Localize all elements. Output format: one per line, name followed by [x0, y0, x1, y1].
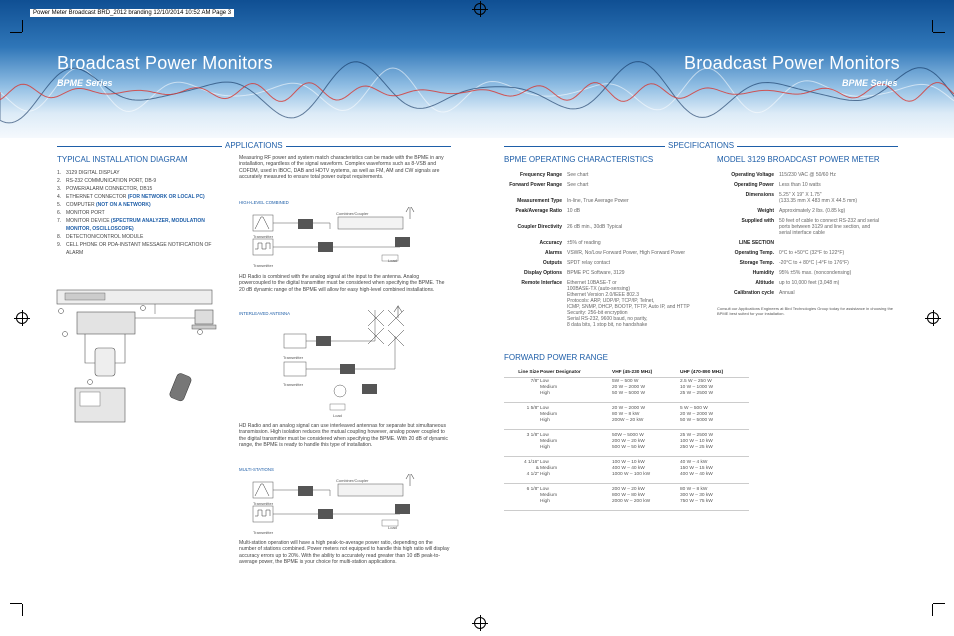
list-item-number: 6.: [57, 210, 62, 216]
crop-mark: [22, 604, 23, 616]
list-item-label: MONITOR PORT: [66, 210, 105, 216]
spec-label: Supplied with: [741, 218, 774, 224]
table-cell: Low: [540, 487, 549, 492]
spec-label: Display Options: [523, 270, 562, 276]
table-cell: Low: [540, 460, 549, 465]
list-item-text: [66, 209, 105, 217]
multi-stations-caption: MULTI-STATIONS: [239, 467, 274, 472]
table-cell: 100 W – 10 kW: [612, 460, 645, 465]
table-cell: 300 W – 30 kW: [680, 493, 713, 498]
transmitter-label-4: Transmitter: [283, 382, 304, 387]
table-cell: 50 W – 5000 W: [680, 418, 714, 423]
applications-heading: APPLICATIONS: [222, 141, 286, 150]
line-size-cell: 3 1/8": [526, 433, 539, 438]
table-cell: 50W – 5000 W: [612, 433, 644, 438]
spec-label: Altitude: [755, 280, 774, 286]
spec-row: [717, 182, 821, 188]
spec-label: Operating Temp.: [734, 250, 774, 256]
table-rule: [504, 510, 749, 511]
crop-mark: [22, 20, 23, 32]
column-header: Line Size: [518, 370, 539, 375]
spec-value: 5.25" X 19" X 1.75" (133.35 mm X 483 mm X 44.5 mm): [779, 192, 858, 204]
table-cell: High: [540, 391, 550, 396]
table-cell: 1000 W – 100 kW: [612, 472, 651, 477]
list-item-label: ETHERNET CONNECTOR: [66, 194, 128, 200]
spec-row: [717, 172, 836, 178]
spec-row: [717, 270, 851, 276]
right-subtitle: BPME Series: [842, 78, 898, 88]
forward-power-heading: FORWARD POWER RANGE: [504, 353, 609, 362]
combiner-label-1: Combiner/Coupler: [336, 211, 369, 216]
list-item-number: 5.: [57, 202, 62, 208]
table-cell: Medium: [540, 385, 558, 390]
list-item-label: RS-232 COMMUNICATION PORT, DB-9: [66, 178, 157, 184]
list-item-number: 8.: [57, 234, 62, 240]
table-cell: 25 W – 2500 W: [680, 391, 714, 396]
table-cell: 200W – 20 kW: [612, 418, 644, 423]
table-cell: Medium: [540, 439, 558, 444]
list-item-text: [66, 177, 156, 185]
spec-value: BPME PC Software, 3129: [567, 270, 625, 276]
spec-value: [774, 240, 779, 246]
spec-label: Forward Power Range: [509, 182, 562, 188]
interleaved-antenna-diagram: [280, 296, 450, 418]
table-cell: 750 W – 75 kW: [680, 499, 713, 504]
table-cell: High: [540, 418, 550, 423]
table-cell: 10 W – 1000 W: [680, 385, 714, 390]
spec-row: [504, 270, 625, 276]
spec-row: [717, 208, 845, 214]
spec-label: Measurement Type: [517, 198, 562, 204]
table-cell: 25 W – 2500 W: [680, 433, 714, 438]
list-item-text: [66, 241, 222, 257]
spec-value: 50 feet of cable to connect RS-232 and serial ports between 3129 and line section, and serial interface cable: [779, 218, 880, 236]
list-item: [57, 241, 222, 257]
crop-mark: [932, 20, 933, 32]
list-item-text: [66, 193, 205, 201]
pdf-header-strip: Power Meter Broadcast BRD_2012 branding 12/10/2014 10:52 AM Page 3: [30, 9, 234, 17]
spec-row: [504, 172, 588, 178]
list-item-number: 7.: [57, 218, 62, 224]
crop-mark: [933, 32, 945, 33]
table-cell: Low: [540, 406, 549, 411]
spec-row: [717, 280, 839, 286]
spec-row: [717, 290, 795, 296]
spec-label: Frequency Range: [520, 172, 562, 178]
spec-value: Annual: [779, 290, 795, 296]
spec-row: [504, 182, 588, 188]
load-label-3: Load: [388, 525, 397, 530]
spec-row: [717, 192, 857, 204]
right-title: Broadcast Power Monitors: [684, 53, 900, 73]
high-level-combined-caption: HIGH-LEVEL COMBINED: [239, 200, 289, 205]
table-cell: 20 W – 2000 W: [680, 412, 714, 417]
spec-value: See chart: [567, 172, 589, 178]
interleaved-antenna-caption: INTERLEAVED ANTENNA: [239, 311, 291, 316]
transmitter-label-3: Transmitter: [283, 355, 304, 360]
spec-value: up to 10,000 feet (3,048 m): [779, 280, 840, 286]
left-title: Broadcast Power Monitors: [57, 53, 273, 73]
transmitter-label-2: Transmitter: [253, 263, 274, 268]
spec-value: 95% ±5% max. (noncondensing): [779, 270, 852, 276]
intro-paragraph: Measuring RF power and system match characteristics can be made with the BPME in any installation, regardless of the signal waveform. Complex waveforms such as 8-VSB and COFDM, used in IBOC, DAB and HDTV systems, as well as FM, AM and CW signals are accurately measured to ensure total power output requirements.: [239, 155, 444, 181]
interleaved-paragraph: HD Radio and an analog signal can use interleaved antennas for separate but simultaneous transmission. High isolation reduces the mutual coupling however, analog power coupled to the digital transmitter must be considered when specifying the BPME. With 20 dB of dynamic range, the BPME is ready to handle this type of installation.: [239, 423, 448, 449]
registration-mark-right: [927, 312, 939, 324]
spec-label: Weight: [757, 208, 774, 214]
model-3129-table: [717, 172, 902, 302]
spec-value: -20°C to + 80°C (-4°F to 176°F): [779, 260, 849, 266]
spec-label: Operating Voltage: [731, 172, 774, 178]
table-cell: 200 W – 20 kW: [612, 487, 645, 492]
spec-value: ±5% of reading: [567, 240, 601, 246]
table-rule: [504, 377, 749, 378]
spec-label: Storage Temp.: [739, 260, 774, 266]
line-size-cell: 6 1/8": [526, 487, 539, 492]
list-item-number: 9.: [57, 242, 62, 248]
table-cell: 100 W – 10 kW: [680, 439, 713, 444]
table-cell: 400 W – 40 kW: [612, 466, 645, 471]
list-item-text: [66, 169, 120, 177]
registration-mark-left: [16, 312, 28, 324]
spec-row: [717, 250, 844, 256]
spec-row: [504, 240, 601, 246]
spec-value: Less than 10 watts: [779, 182, 821, 188]
table-cell: 2000 W – 200 kW: [612, 499, 651, 504]
spec-label: Peak/Average Ratio: [515, 208, 562, 214]
load-label-1: Load: [388, 258, 397, 263]
column-header: VHF (45-230 MHz): [612, 370, 653, 375]
list-item: [57, 209, 222, 217]
table-rule: [504, 456, 749, 457]
table-cell: 150 W – 15 kW: [680, 466, 713, 471]
table-cell: 5W – 500 W: [612, 379, 639, 384]
table-cell: 500 W – 50 kW: [612, 445, 645, 450]
line-size-cell: 4 1/16" & 4 1/2": [523, 460, 539, 477]
table-cell: 20 W – 2000 W: [612, 406, 646, 411]
crop-mark: [10, 32, 22, 33]
table-rule: [504, 483, 749, 484]
spec-value: Approximately 2 lbs. (0.85 kg): [779, 208, 846, 214]
list-item-highlight: (SPECTRUM ANALYZER, MODULATION MONITOR, OSCILLOSCOPE): [66, 218, 205, 232]
spec-row: [504, 198, 629, 204]
operating-heading: BPME OPERATING CHARACTERISTICS: [504, 155, 654, 164]
list-item-highlight: (FOR NETWORK OR LOCAL PC): [127, 194, 205, 200]
spec-value: See chart: [567, 182, 589, 188]
list-item: [57, 177, 222, 185]
spec-value: In-line, True Average Power: [567, 198, 629, 204]
table-cell: 80 W – 8 kW: [680, 487, 708, 492]
spec-row: [504, 260, 610, 266]
list-item-label: COMPUTER: [66, 202, 96, 208]
consult-note: Consult our Applications Engineers at Bird Technologies Group today for assistance in choosing the BPME best suited for your installation.: [717, 306, 894, 316]
spec-value: 115/230 VAC @ 50/60 Hz: [779, 172, 836, 178]
spec-row: [717, 218, 879, 236]
table-cell: High: [540, 499, 550, 504]
list-item: [57, 169, 222, 177]
list-item-label: POWER/ALARM CONNECTOR, DB15: [66, 186, 153, 192]
crop-mark: [933, 603, 945, 604]
load-label-2: Load: [333, 413, 342, 418]
table-rule: [504, 402, 749, 403]
spec-value: 26 dB min., 30dB Typical: [567, 224, 623, 230]
line-size-cell: 1 5/8": [526, 406, 539, 411]
table-cell: Low: [540, 379, 549, 384]
table-cell: Low: [540, 433, 549, 438]
crop-mark: [932, 604, 933, 616]
spec-label: Operating Power: [733, 182, 774, 188]
spec-label: LINE SECTION: [738, 240, 774, 246]
spec-value: 10 dB: [567, 208, 581, 214]
spec-value: SPDT relay contact: [567, 260, 610, 266]
list-item-highlight: (NOT ON A NETWORK): [96, 202, 151, 208]
list-item-label: CELL PHONE OR PDA-INSTANT MESSAGE NOTIFICATION OF ALARM: [66, 242, 212, 256]
list-item: [57, 217, 222, 233]
hd-radio-paragraph: HD Radio is combined with the analog signal at the input to the antenna. Analog powercoupled to the digital transmitter must be considered when specifying the BPME. The 20 dB dynamic range of the BPME will allow for easy high-level combined installations.: [239, 274, 445, 293]
table-cell: 50 W – 5000 W: [612, 391, 646, 396]
list-item: [57, 201, 222, 209]
list-item: [57, 193, 222, 201]
spec-label: Calibration cycle: [733, 290, 774, 296]
list-item-text: [66, 217, 222, 233]
left-subtitle: BPME Series: [57, 78, 113, 88]
registration-mark-top: [474, 3, 486, 15]
spec-row: [717, 260, 849, 266]
spec-row: [504, 208, 580, 214]
list-item-label: MONITOR DEVICE: [66, 218, 111, 224]
combiner-label-2: Combiner/Coupler: [336, 478, 369, 483]
list-item-number: 3.: [57, 186, 62, 192]
table-cell: 800 W – 80 kW: [612, 493, 645, 498]
forward-power-table: [504, 370, 749, 515]
operating-characteristics-table: [504, 172, 714, 332]
list-item-text: [66, 201, 151, 209]
spec-row: [504, 250, 685, 256]
list-item-number: 1.: [57, 170, 62, 176]
list-item: [57, 185, 222, 193]
table-cell: High: [540, 472, 550, 477]
table-cell: 400 W – 40 kW: [680, 472, 713, 477]
high-level-combined-diagram: [250, 207, 450, 269]
table-cell: 40 W – 4 kW: [680, 460, 708, 465]
registration-mark-bottom: [474, 617, 486, 629]
spec-value: VSWR, No/Low Forward Power, High Forward Power: [567, 250, 686, 256]
spec-value: Ethernet 10BASE-T or 100BASE-TX (auto-sensing) Ethernet Version 2.0/IEEE 802.3 Protocols: ARP, UDP/IP, TCP/IP, Telnet, ICMP, SNMP, DHCP, BOOTP, TFTP, Auto IP, and HTTP Security: 256-bit encryption Serial RS-232, 9600 baud, no parity, 8 data bits, 1 stop bit, no handshake: [567, 280, 690, 328]
transmitter-label-1: Transmitter: [253, 234, 274, 239]
line-size-cell: 7/8": [530, 379, 539, 384]
list-item-text: [66, 233, 143, 241]
list-item-label: 3129 DIGITAL DISPLAY: [66, 170, 120, 176]
table-cell: Medium: [540, 493, 558, 498]
model-heading: MODEL 3129 BROADCAST POWER METER: [717, 155, 880, 164]
spec-label: Humidity: [752, 270, 774, 276]
spec-row: [717, 240, 779, 246]
table-cell: High: [540, 445, 550, 450]
list-item-number: 4.: [57, 194, 62, 200]
crop-mark: [10, 603, 22, 604]
list-item-label: DETECTION/CONTROL MODULE: [66, 234, 144, 240]
table-cell: 200 W – 20 kW: [612, 439, 645, 444]
spec-label: Outputs: [542, 260, 562, 266]
table-cell: 5 W – 500 W: [680, 406, 708, 411]
multi-station-paragraph: Multi-station operation will have a high peak-to-average power ratio, depending on the number of stations combined. Power meters not equipped to handle this high ratio will display accuracy errors up to 20%. With the ability to accurately read greater than 10 dB peak-to-average power, the BPME is your choice for multi-station applications.: [239, 540, 450, 566]
transmitter-label-5: Transmitter: [253, 501, 274, 506]
spec-value: 0°C to +50°C (32°F to 122°F): [779, 250, 845, 256]
spec-label: Alarms: [545, 250, 562, 256]
transmitter-label-6: Transmitter: [253, 530, 274, 535]
list-item-number: 2.: [57, 178, 62, 184]
spec-row: [504, 224, 622, 230]
installation-diagram: [55, 288, 230, 430]
table-cell: 20 W – 2000 W: [612, 385, 646, 390]
spec-label: Accuracy: [539, 240, 562, 246]
list-item: [57, 233, 222, 241]
column-header: UHF (470-890 MHz): [680, 370, 724, 375]
table-cell: 80 W – 8 kW: [612, 412, 640, 417]
table-cell: 2.5 W – 250 W: [680, 379, 712, 384]
spec-label: Dimensions: [745, 192, 774, 198]
table-cell: Medium: [540, 412, 558, 417]
list-item-text: [66, 185, 152, 193]
installation-list: [57, 169, 222, 257]
spec-row: [504, 280, 690, 328]
column-header: Power Designator: [540, 370, 581, 375]
table-cell: 250 W – 25 kW: [680, 445, 713, 450]
spec-label: Remote Interface: [521, 280, 562, 286]
table-rule: [504, 429, 749, 430]
specifications-heading: SPECIFICATIONS: [665, 141, 737, 150]
table-cell: Medium: [540, 466, 558, 471]
spec-label: Coupler Directivity: [517, 224, 562, 230]
typical-installation-heading: TYPICAL INSTALLATION DIAGRAM: [57, 155, 188, 164]
